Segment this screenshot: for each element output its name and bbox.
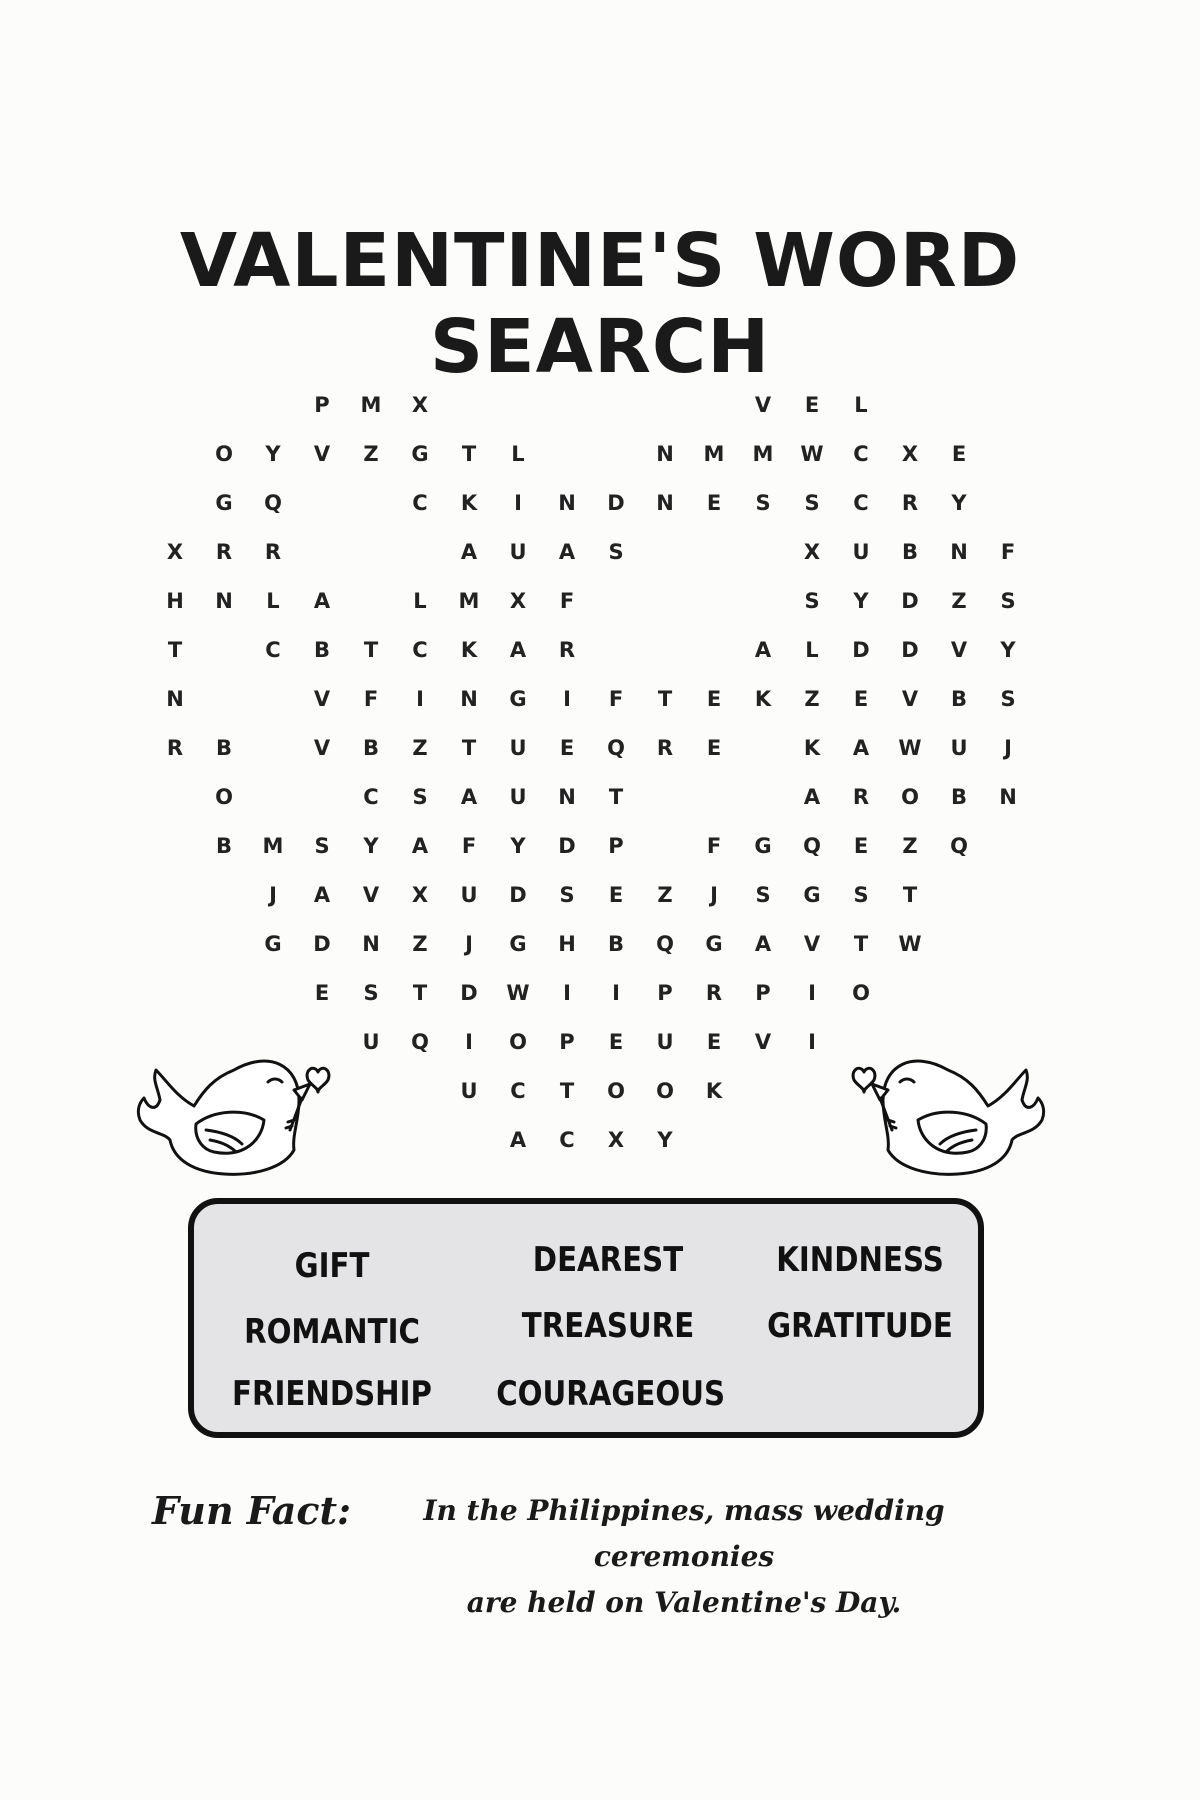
grid-letter: Z bbox=[657, 883, 673, 907]
grid-letter: G bbox=[509, 932, 527, 956]
grid-letter: S bbox=[314, 834, 330, 858]
grid-letter: M bbox=[752, 442, 774, 466]
grid-letter: E bbox=[853, 834, 869, 858]
grid-letter: R bbox=[656, 736, 674, 760]
grid-letter: M bbox=[458, 589, 480, 613]
grid-letter: R bbox=[705, 981, 723, 1005]
grid-letter: P bbox=[608, 834, 624, 858]
grid-letter: R bbox=[215, 540, 233, 564]
grid-letter: R bbox=[852, 785, 870, 809]
grid-letter: Q bbox=[656, 932, 674, 956]
grid-letter: V bbox=[313, 687, 331, 711]
grid-letter: A bbox=[460, 785, 478, 809]
grid-letter: U bbox=[509, 540, 527, 564]
grid-letter: K bbox=[803, 736, 821, 760]
grid-letter: H bbox=[166, 589, 184, 613]
grid-letter: P bbox=[755, 981, 771, 1005]
grid-letter: M bbox=[262, 834, 284, 858]
grid-letter: I bbox=[808, 981, 816, 1005]
grid-letter: D bbox=[607, 491, 625, 515]
grid-letter: L bbox=[854, 393, 868, 417]
word-list-item: FRIENDSHIP bbox=[232, 1374, 432, 1414]
grid-letter: L bbox=[266, 589, 280, 613]
grid-letter: S bbox=[853, 883, 869, 907]
grid-letter: F bbox=[1000, 540, 1016, 564]
page-title: VALENTINE'S WORD SEARCH bbox=[179, 218, 1021, 390]
grid-letter: C bbox=[412, 638, 428, 662]
grid-letter: N bbox=[215, 589, 233, 613]
grid-letter: D bbox=[509, 883, 527, 907]
grid-letter: S bbox=[608, 540, 624, 564]
grid-letter: C bbox=[363, 785, 379, 809]
grid-letter: B bbox=[607, 932, 624, 956]
fun-fact-label: Fun Fact: bbox=[152, 1488, 352, 1533]
grid-letter: Q bbox=[607, 736, 625, 760]
grid-letter: V bbox=[901, 687, 919, 711]
grid-letter: V bbox=[313, 442, 331, 466]
word-list-item: DEAREST bbox=[532, 1240, 684, 1280]
grid-letter: T bbox=[461, 736, 477, 760]
grid-letter: A bbox=[460, 540, 478, 564]
grid-letter: A bbox=[411, 834, 429, 858]
grid-letter: E bbox=[853, 687, 869, 711]
grid-letter: N bbox=[558, 785, 576, 809]
grid-letter: T bbox=[559, 1079, 575, 1103]
grid-letter: F bbox=[608, 687, 624, 711]
grid-letter: O bbox=[215, 442, 233, 466]
grid-letter: Y bbox=[363, 834, 379, 858]
grid-letter: S bbox=[1000, 687, 1016, 711]
grid-letter: B bbox=[313, 638, 330, 662]
grid-letter: V bbox=[362, 883, 380, 907]
grid-letter: G bbox=[411, 442, 429, 466]
grid-letter: W bbox=[800, 442, 824, 466]
fun-fact-line: In the Philippines, mass wedding ceremonies bbox=[423, 1494, 945, 1573]
grid-letter: R bbox=[901, 491, 919, 515]
grid-letter: F bbox=[363, 687, 379, 711]
grid-letter: D bbox=[558, 834, 576, 858]
grid-letter: R bbox=[166, 736, 184, 760]
grid-letter: D bbox=[460, 981, 478, 1005]
grid-letter: S bbox=[804, 491, 820, 515]
grid-letter: T bbox=[657, 687, 673, 711]
grid-letter: Y bbox=[951, 491, 967, 515]
grid-letter: I bbox=[612, 981, 620, 1005]
grid-letter: Y bbox=[853, 589, 869, 613]
grid-letter: Y bbox=[1000, 638, 1016, 662]
grid-letter: E bbox=[706, 491, 722, 515]
grid-letter: K bbox=[705, 1079, 723, 1103]
grid-letter: I bbox=[465, 1030, 473, 1054]
grid-letter: E bbox=[706, 687, 722, 711]
grid-letter: E bbox=[951, 442, 967, 466]
grid-letter: Z bbox=[804, 687, 820, 711]
grid-letter: T bbox=[902, 883, 918, 907]
grid-letter: I bbox=[416, 687, 424, 711]
grid-letter: K bbox=[460, 491, 478, 515]
grid-letter: V bbox=[950, 638, 968, 662]
grid-letter: X bbox=[509, 589, 527, 613]
grid-letter: U bbox=[852, 540, 870, 564]
grid-letter: Z bbox=[412, 736, 428, 760]
grid-letter: N bbox=[166, 687, 184, 711]
grid-letter: A bbox=[754, 932, 772, 956]
grid-letter: N bbox=[558, 491, 576, 515]
grid-letter: L bbox=[413, 589, 427, 613]
grid-letter: E bbox=[608, 1030, 624, 1054]
grid-letter: A bbox=[803, 785, 821, 809]
grid-letter: S bbox=[1000, 589, 1016, 613]
grid-letter: E bbox=[314, 981, 330, 1005]
grid-letter: I bbox=[563, 981, 571, 1005]
grid-letter: B bbox=[215, 834, 232, 858]
grid-letter: X bbox=[166, 540, 184, 564]
grid-letter: V bbox=[754, 393, 772, 417]
grid-letter: E bbox=[706, 736, 722, 760]
grid-letter: T bbox=[461, 442, 477, 466]
grid-letter: X bbox=[803, 540, 821, 564]
grid-letter: E bbox=[608, 883, 624, 907]
grid-letter: H bbox=[558, 932, 576, 956]
grid-letter: E bbox=[706, 1030, 722, 1054]
grid-letter: D bbox=[852, 638, 870, 662]
bird-with-key-icon bbox=[848, 1040, 1048, 1180]
grid-letter: Q bbox=[950, 834, 968, 858]
grid-letter: K bbox=[754, 687, 772, 711]
grid-letter: T bbox=[167, 638, 183, 662]
grid-letter: A bbox=[852, 736, 870, 760]
grid-letter: K bbox=[460, 638, 478, 662]
grid-letter: R bbox=[558, 638, 576, 662]
grid-letter: J bbox=[710, 883, 718, 907]
grid-letter: W bbox=[506, 981, 530, 1005]
grid-letter: X bbox=[901, 442, 919, 466]
grid-letter: L bbox=[805, 638, 819, 662]
grid-letter: C bbox=[853, 442, 869, 466]
grid-letter: Y bbox=[265, 442, 281, 466]
grid-letter: B bbox=[950, 785, 967, 809]
grid-letter: U bbox=[460, 883, 478, 907]
word-list-item: KINDNESS bbox=[776, 1240, 944, 1280]
grid-letter: C bbox=[265, 638, 281, 662]
grid-letter: Q bbox=[803, 834, 821, 858]
grid-letter: S bbox=[804, 589, 820, 613]
grid-letter: I bbox=[563, 687, 571, 711]
grid-letter: X bbox=[411, 393, 429, 417]
grid-letter: P bbox=[657, 981, 673, 1005]
grid-letter: B bbox=[362, 736, 379, 760]
grid-letter: Y bbox=[510, 834, 526, 858]
grid-letter: T bbox=[412, 981, 428, 1005]
grid-letter: V bbox=[313, 736, 331, 760]
grid-letter: S bbox=[755, 491, 771, 515]
grid-letter: C bbox=[412, 491, 428, 515]
grid-letter: A bbox=[313, 589, 331, 613]
word-list-item: TREASURE bbox=[521, 1306, 695, 1346]
grid-letter: B bbox=[901, 540, 918, 564]
grid-letter: N bbox=[950, 540, 968, 564]
grid-letter: E bbox=[804, 393, 820, 417]
grid-letter: A bbox=[313, 883, 331, 907]
grid-letter: S bbox=[412, 785, 428, 809]
word-list-item: COURAGEOUS bbox=[496, 1374, 726, 1414]
grid-letter: U bbox=[656, 1030, 674, 1054]
grid-letter: B bbox=[950, 687, 967, 711]
word-list-item: GRATITUDE bbox=[767, 1306, 953, 1346]
grid-letter: I bbox=[514, 491, 522, 515]
grid-letter: G bbox=[215, 491, 233, 515]
grid-letter: I bbox=[808, 1030, 816, 1054]
grid-letter: J bbox=[1004, 736, 1012, 760]
word-list-item: ROMANTIC bbox=[244, 1312, 420, 1352]
fun-fact-line: are held on Valentine's Day. bbox=[466, 1586, 902, 1619]
grid-letter: B bbox=[215, 736, 232, 760]
grid-letter: E bbox=[559, 736, 575, 760]
grid-letter: S bbox=[755, 883, 771, 907]
grid-letter: O bbox=[656, 1079, 674, 1103]
grid-letter: O bbox=[901, 785, 919, 809]
grid-letter: V bbox=[803, 932, 821, 956]
grid-letter: U bbox=[950, 736, 968, 760]
grid-letter: Q bbox=[264, 491, 282, 515]
grid-letter: N bbox=[999, 785, 1017, 809]
grid-letter: J bbox=[465, 932, 473, 956]
grid-letter: U bbox=[362, 1030, 380, 1054]
grid-letter: M bbox=[703, 442, 725, 466]
grid-letter: W bbox=[898, 736, 922, 760]
grid-letter: A bbox=[754, 638, 772, 662]
grid-letter: D bbox=[313, 932, 331, 956]
grid-letter: F bbox=[461, 834, 477, 858]
grid-letter: G bbox=[509, 687, 527, 711]
fun-fact-text bbox=[344, 1488, 1024, 1626]
grid-letter: G bbox=[803, 883, 821, 907]
grid-letter: P bbox=[314, 393, 330, 417]
grid-letter: Q bbox=[411, 1030, 429, 1054]
grid-letter: G bbox=[754, 834, 772, 858]
bird-with-key-icon bbox=[134, 1040, 334, 1180]
grid-letter: C bbox=[510, 1079, 526, 1103]
grid-letter: J bbox=[269, 883, 277, 907]
grid-letter: N bbox=[460, 687, 478, 711]
grid-letter: O bbox=[215, 785, 233, 809]
grid-letter: A bbox=[509, 638, 527, 662]
grid-letter: T bbox=[853, 932, 869, 956]
grid-letter: S bbox=[559, 883, 575, 907]
grid-letter: N bbox=[656, 442, 674, 466]
grid-letter: N bbox=[656, 491, 674, 515]
grid-letter: U bbox=[460, 1079, 478, 1103]
grid-letter: R bbox=[264, 540, 282, 564]
grid-letter: N bbox=[362, 932, 380, 956]
grid-letter: M bbox=[360, 393, 382, 417]
grid-letter: Z bbox=[363, 442, 379, 466]
grid-letter: G bbox=[264, 932, 282, 956]
grid-letter: C bbox=[559, 1128, 575, 1152]
grid-letter: U bbox=[509, 736, 527, 760]
grid-letter: G bbox=[705, 932, 723, 956]
grid-letter: T bbox=[363, 638, 379, 662]
grid-letter: Z bbox=[951, 589, 967, 613]
word-list-box bbox=[188, 1198, 984, 1438]
grid-letter: D bbox=[901, 589, 919, 613]
grid-letter: S bbox=[363, 981, 379, 1005]
grid-letter: W bbox=[898, 932, 922, 956]
grid-letter: A bbox=[558, 540, 576, 564]
grid-letter: V bbox=[754, 1030, 772, 1054]
grid-letter: O bbox=[607, 1079, 625, 1103]
grid-letter: Y bbox=[657, 1128, 673, 1152]
word-list-item: GIFT bbox=[294, 1246, 370, 1286]
grid-letter: L bbox=[511, 442, 525, 466]
grid-letter: X bbox=[607, 1128, 625, 1152]
grid-letter: X bbox=[411, 883, 429, 907]
grid-letter: P bbox=[559, 1030, 575, 1054]
grid-letter: U bbox=[509, 785, 527, 809]
grid-letter: F bbox=[559, 589, 575, 613]
grid-letter: C bbox=[853, 491, 869, 515]
grid-letter: Z bbox=[412, 932, 428, 956]
grid-letter: Z bbox=[902, 834, 918, 858]
grid-letter: F bbox=[706, 834, 722, 858]
grid-letter: D bbox=[901, 638, 919, 662]
grid-letter: A bbox=[509, 1128, 527, 1152]
grid-letter: O bbox=[852, 981, 870, 1005]
grid-letter: T bbox=[608, 785, 624, 809]
grid-letter: O bbox=[509, 1030, 527, 1054]
